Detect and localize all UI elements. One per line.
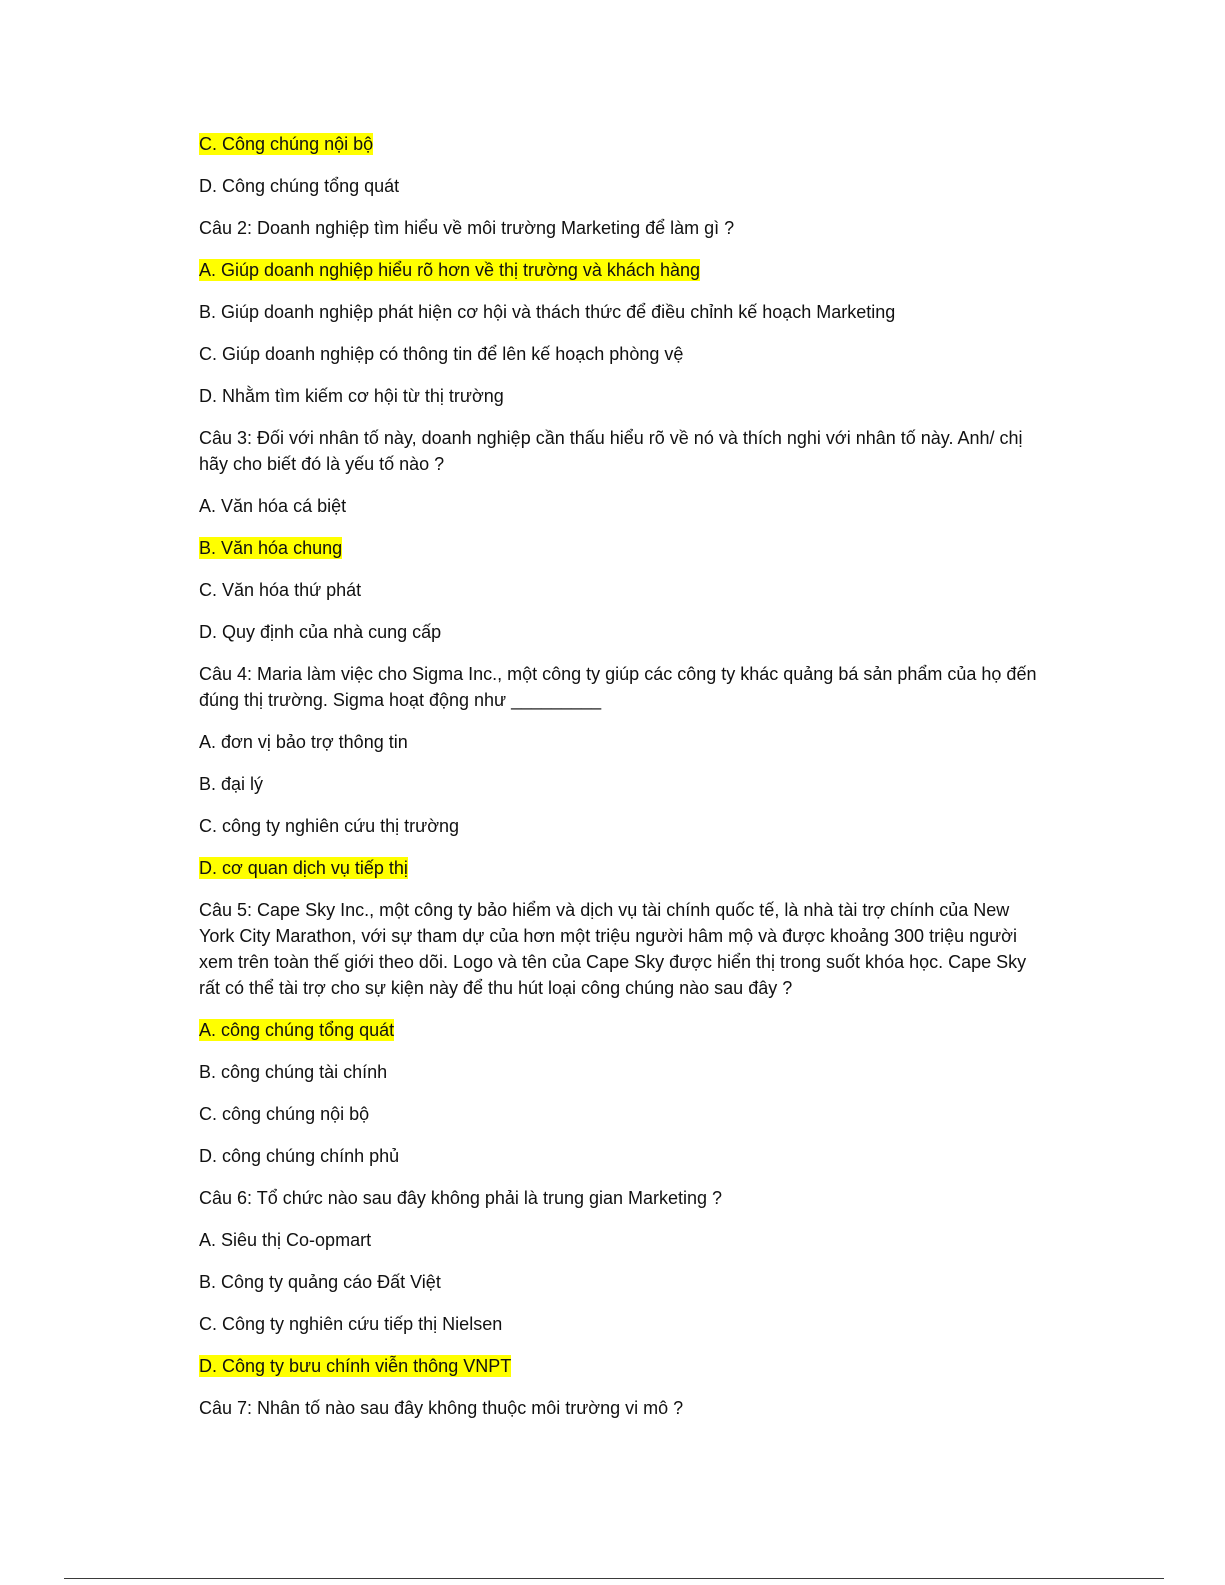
question-paragraph xyxy=(199,215,1039,241)
paragraph-text: D. Công ty bưu chính viễn thông VNPT xyxy=(199,1356,512,1376)
paragraph-text: A. Giúp doanh nghiệp hiểu rõ hơn về thị trường và khách hàng xyxy=(199,260,700,280)
paragraph-text: D. Công chúng tổng quát xyxy=(199,176,400,196)
answer-option xyxy=(199,1101,1039,1127)
answer-option xyxy=(199,383,1039,409)
question-paragraph xyxy=(199,897,1039,1001)
answer-option xyxy=(199,1269,1039,1295)
answer-option xyxy=(199,1143,1039,1169)
highlighted-answer-option xyxy=(199,257,1039,283)
paragraph-text: B. đại lý xyxy=(199,774,264,794)
paragraph-text: D. công chúng chính phủ xyxy=(199,1146,400,1166)
paragraph-text: Câu 6: Tổ chức nào sau đây không phải là trung gian Marketing ? xyxy=(199,1188,723,1208)
paragraph-text: B. công chúng tài chính xyxy=(199,1062,388,1082)
paragraph-text: A. Văn hóa cá biệt xyxy=(199,496,347,516)
paragraph-text: D. Quy định của nhà cung cấp xyxy=(199,622,442,642)
answer-option xyxy=(199,1059,1039,1085)
paragraph-text: Câu 4: Maria làm việc cho Sigma Inc., một công ty giúp các công ty khác quảng bá sản phẩm của họ đến đúng thị trường. Sigma hoạt động như _________ xyxy=(199,664,1037,710)
highlighted-answer-option xyxy=(199,855,1039,881)
paragraph-text: C. công chúng nội bộ xyxy=(199,1104,370,1124)
answer-option xyxy=(199,729,1039,755)
highlighted-answer-option xyxy=(199,1353,1039,1379)
paragraph-text: C. công ty nghiên cứu thị trường xyxy=(199,816,460,836)
paragraph-text: Câu 3: Đối với nhân tố này, doanh nghiệp cần thấu hiểu rõ về nó và thích nghi với nhân tố này. Anh/ chị hãy cho biết đó là yếu tố nào ? xyxy=(199,428,1023,474)
answer-option xyxy=(199,341,1039,367)
highlighted-answer-option xyxy=(199,1017,1039,1043)
paragraph-text: D. Nhằm tìm kiếm cơ hội từ thị trường xyxy=(199,386,504,406)
paragraph-text: B. Văn hóa chung xyxy=(199,538,343,558)
question-paragraph xyxy=(199,661,1039,713)
highlighted-answer-option xyxy=(199,131,1039,157)
paragraph-text: Câu 5: Cape Sky Inc., một công ty bảo hiểm và dịch vụ tài chính quốc tế, là nhà tài trợ chính của New York City Marathon, với sự tham dự của hơn một triệu người hâm mộ và được khoảng 300 triệu người xem trên toàn thế giới theo dõi. Logo và tên của Cape Sky được hiển thị trong suốt khóa học. Cape Sky rất có thể tài trợ cho sự kiện này để thu hút loại công chúng nào sau đây ? xyxy=(199,900,1027,998)
answer-option xyxy=(199,577,1039,603)
answer-option xyxy=(199,299,1039,325)
page-bottom-rule xyxy=(64,1578,1164,1579)
paragraph-text: A. Siêu thị Co-opmart xyxy=(199,1230,372,1250)
answer-option xyxy=(199,1311,1039,1337)
answer-option xyxy=(199,619,1039,645)
paragraph-text: A. công chúng tổng quát xyxy=(199,1020,395,1040)
answer-option xyxy=(199,1227,1039,1253)
question-paragraph xyxy=(199,1395,1039,1421)
answer-option xyxy=(199,813,1039,839)
answer-option xyxy=(199,173,1039,199)
paragraph-text: Câu 7: Nhân tố nào sau đây không thuộc môi trường vi mô ? xyxy=(199,1398,684,1418)
question-paragraph xyxy=(199,425,1039,477)
paragraph-text: Câu 2: Doanh nghiệp tìm hiểu về môi trường Marketing để làm gì ? xyxy=(199,218,735,238)
paragraph-text: D. cơ quan dịch vụ tiếp thị xyxy=(199,858,408,878)
question-paragraph xyxy=(199,1185,1039,1211)
paragraph-text: B. Giúp doanh nghiệp phát hiện cơ hội và thách thức để điều chỉnh kế hoạch Marketing xyxy=(199,302,896,322)
highlighted-answer-option xyxy=(199,535,1039,561)
paragraph-text: C. Giúp doanh nghiệp có thông tin để lên kế hoạch phòng vệ xyxy=(199,344,684,364)
answer-option xyxy=(199,771,1039,797)
paragraph-text: B. Công ty quảng cáo Đất Việt xyxy=(199,1272,441,1292)
paragraph-text: C. Văn hóa thứ phát xyxy=(199,580,362,600)
paragraph-text: C. Công chúng nội bộ xyxy=(199,134,374,154)
document-body xyxy=(199,131,1039,1437)
answer-option xyxy=(199,493,1039,519)
paragraph-text: C. Công ty nghiên cứu tiếp thị Nielsen xyxy=(199,1314,503,1334)
paragraph-text: A. đơn vị bảo trợ thông tin xyxy=(199,732,408,752)
